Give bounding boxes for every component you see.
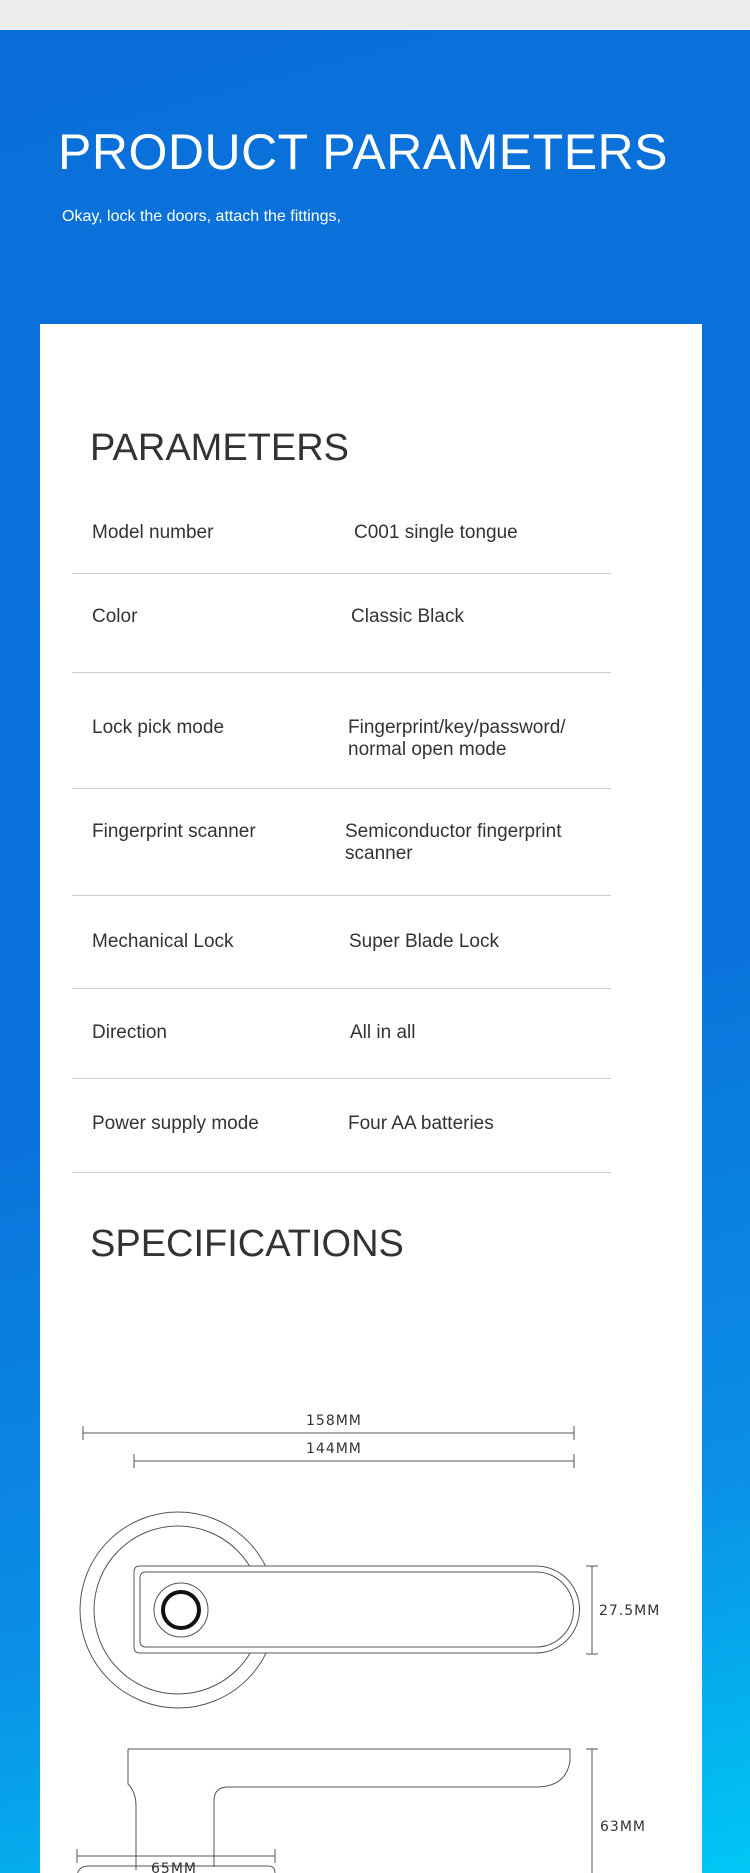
param-label: Color (92, 606, 138, 627)
parameters-heading: PARAMETERS (90, 427, 350, 469)
param-label: Direction (92, 1022, 167, 1043)
specifications-heading: SPECIFICATIONS (90, 1223, 404, 1265)
param-value: All in all (350, 1022, 416, 1043)
param-label: Model number (92, 522, 214, 543)
total-height-label: 63MM (600, 1819, 646, 1835)
table-row (72, 673, 611, 789)
page-title: PRODUCT PARAMETERS (58, 124, 669, 180)
content-card (40, 324, 702, 1873)
param-value: Super Blade Lock (349, 931, 499, 952)
param-label: Mechanical Lock (92, 931, 234, 952)
table-row (72, 492, 611, 574)
rose-diameter-dimension (40, 1832, 702, 1873)
table-row (72, 789, 611, 896)
handle-height-label: 27.5MM (599, 1603, 661, 1619)
table-row (72, 989, 611, 1079)
param-label: Lock pick mode (92, 717, 225, 738)
param-label: Power supply mode (92, 1113, 259, 1134)
page-subtitle: Okay, lock the doors, attach the fittings, (62, 208, 341, 225)
param-label: Fingerprint scanner (92, 821, 256, 842)
table-row (72, 574, 611, 673)
overall-length-label: 158MM (306, 1413, 362, 1429)
table-row (72, 1079, 611, 1173)
table-row (72, 896, 611, 989)
param-value: C001 single tongue (354, 522, 518, 543)
handle-length-label: 144MM (306, 1441, 362, 1457)
lock-dimension-diagram (40, 1304, 702, 1873)
param-value: Four AA batteries (348, 1113, 494, 1134)
rose-diameter-label: 65MM (151, 1861, 197, 1873)
param-value: Classic Black (351, 606, 464, 627)
parameters-table (72, 492, 611, 1173)
handle-outline-inner (140, 1572, 573, 1647)
param-value: Fingerprint/key/password/ normal open mode (348, 717, 566, 760)
param-value: Semiconductor fingerprint scanner (345, 821, 562, 864)
